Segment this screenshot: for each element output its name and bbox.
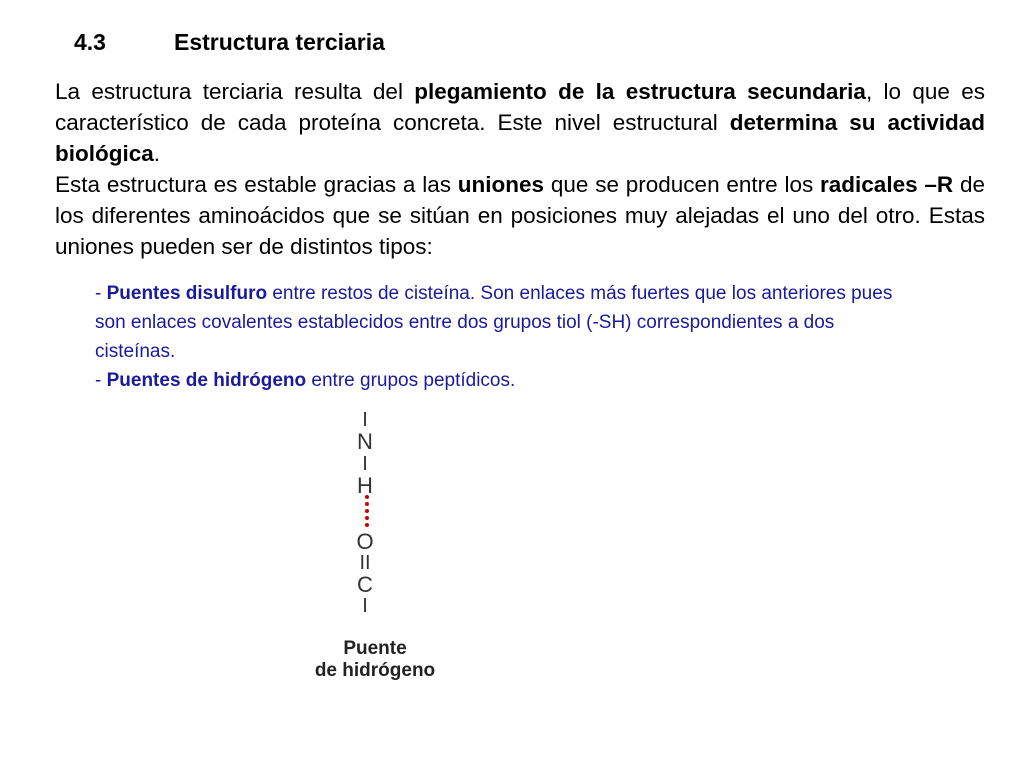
body-text <box>55 76 985 262</box>
atom-hydrogen: H <box>357 473 373 498</box>
paragraph-1-bold-1: plegamiento de la estructura secundaria <box>414 79 866 104</box>
bond-types-list <box>95 279 915 395</box>
hydrogen-bond-diagram <box>290 400 460 700</box>
bond-bottom: I <box>362 595 368 617</box>
atom-carbon: C <box>357 572 373 597</box>
paragraph-1-bold-2: determina su actividad biológica <box>55 110 985 166</box>
paragraph-2-text-3: de los diferentes aminoácidos que se sitúan en posiciones muy alejadas el uno del otro. Estas uniones pueden ser de distintos tipos: <box>55 172 985 259</box>
caption-line-2: de hidrógeno <box>314 660 436 681</box>
paragraph-2-text-2: que se producen entre los <box>544 172 821 197</box>
atom-oxygen: O <box>356 529 374 554</box>
caption-line-1: Puente <box>343 638 407 659</box>
paragraph-1-text-3: . <box>153 141 161 166</box>
bond-top: I <box>362 409 368 431</box>
paragraph-2-bold-1: uniones <box>457 172 545 197</box>
section-heading <box>74 29 385 56</box>
section-number: 4.3 <box>74 29 106 55</box>
paragraph-2-bold-2: radicales –R <box>820 172 954 197</box>
hydrogen-bond-dots <box>365 495 373 527</box>
paragraph-2 <box>55 169 985 262</box>
diagram-caption <box>300 638 450 682</box>
list-item-text: entre grupos peptídicos. <box>306 370 516 391</box>
list-item-prefix: - <box>95 283 107 304</box>
section-title: Estructura terciaria <box>174 29 385 55</box>
list-item <box>95 279 915 366</box>
bond-n-h: I <box>362 453 368 475</box>
list-item-prefix: - <box>95 370 107 391</box>
paragraph-1-text-1: La estructura terciaria resulta del <box>55 79 415 104</box>
paragraph-1-text-2: , lo que es característico de cada proteína concreta. Este nivel estructural <box>55 79 985 135</box>
list-item-term: Puentes de hidrógeno <box>106 370 307 391</box>
bond-double: II <box>359 552 371 574</box>
list-item-text: entre restos de cisteína. Son enlaces más fuertes que los anteriores pues son enlaces covalentes establecidos entre dos grupos tiol (-SH) correspondientes a dos cisteínas. <box>95 283 893 362</box>
list-item-term: Puentes disulfuro <box>106 283 268 304</box>
atom-nitrogen: N <box>357 429 373 454</box>
paragraph-2-text-1: Esta estructura es estable gracias a las <box>55 172 458 197</box>
list-item <box>95 366 915 395</box>
paragraph-1 <box>55 76 985 169</box>
